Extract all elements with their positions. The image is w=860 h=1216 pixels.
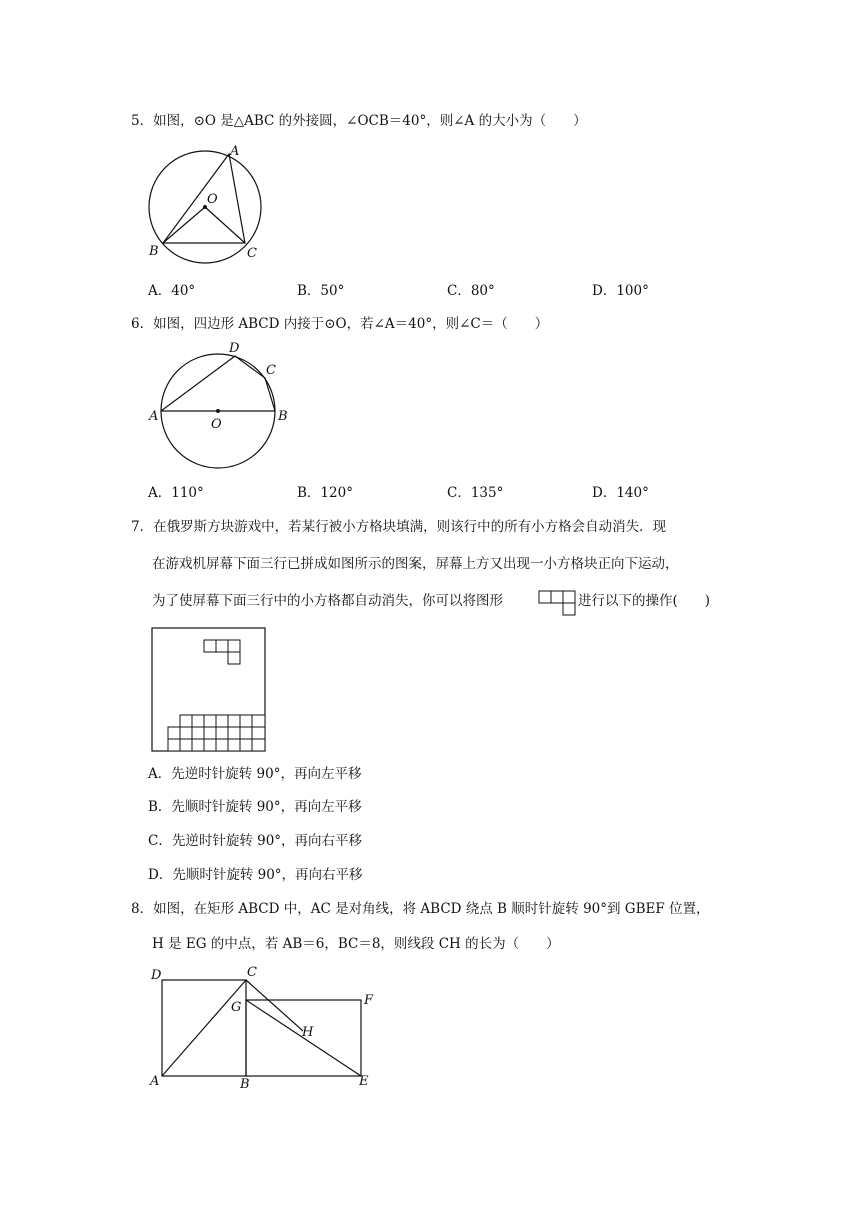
q8-stem-line2: H 是 EG 的中点，若 AB＝6，BC＝8，则线段 CH 的长为（ ） xyxy=(152,936,560,952)
q5-stem: 5．如图，⊙O 是△ABC 的外接圆，∠OCB＝40°，则∠A 的大小为（ ） xyxy=(131,113,587,129)
q8-label-f: F xyxy=(364,993,374,1008)
q6-label-c: C xyxy=(266,363,276,378)
q7-stem-line1: 7．在俄罗斯方块游戏中，若某行被小方格块填满，则该行中的所有小方格会自动消失．现 xyxy=(131,519,667,535)
q6-label-o: O xyxy=(211,417,222,432)
q7-option-a: A．先逆时针旋转 90°，再向左平移 xyxy=(148,766,362,782)
q5-option-c: C．80° xyxy=(447,283,495,299)
q7-inline-shape xyxy=(538,590,578,616)
q6-label-d: D xyxy=(229,341,240,356)
q7-stem-line3b: 进行以下的操作( ) xyxy=(578,593,711,609)
q8-label-h: H xyxy=(302,1025,314,1040)
q5-figure xyxy=(145,145,275,265)
q7-option-b: B．先顺时针旋转 90°，再向左平移 xyxy=(148,799,362,815)
q5-option-b: B．50° xyxy=(297,283,345,299)
q8-label-d: D xyxy=(151,968,162,983)
q8-label-g: G xyxy=(231,1000,242,1015)
q6-option-a: A．110° xyxy=(148,485,204,501)
q8-figure xyxy=(145,960,385,1090)
q7-option-d: D．先顺时针旋转 90°，再向右平移 xyxy=(148,867,363,883)
q6-stem: 6．如图，四边形 ABCD 内接于⊙O，若∠A＝40°，则∠C＝（ ） xyxy=(131,316,549,332)
q6-option-c: C．135° xyxy=(447,485,504,501)
q6-figure xyxy=(148,340,293,470)
q5-label-a: A xyxy=(230,144,240,159)
q7-stem-line3a: 为了使屏幕下面三行中的小方格都自动消失，你可以将图形 xyxy=(152,593,503,609)
q8-label-c: C xyxy=(247,965,257,980)
q6-label-a: A xyxy=(149,409,159,424)
q6-option-d: D．140° xyxy=(592,485,649,501)
q8-stem-line1: 8．如图，在矩形 ABCD 中，AC 是对角线，将 ABCD 绕点 B 顺时针旋转 90°到 GBEF 位置， xyxy=(131,901,710,917)
q7-stem-line2: 在游戏机屏幕下面三行已拼成如图所示的图案，屏幕上方又出现一小方格块正向下运动， xyxy=(152,556,679,572)
q7-option-c: C．先逆时针旋转 90°，再向右平移 xyxy=(148,833,363,849)
q5-label-c: C xyxy=(247,246,257,261)
q8-label-b: B xyxy=(240,1077,250,1092)
q5-option-d: D．100° xyxy=(592,283,649,299)
q5-label-b: B xyxy=(149,244,159,259)
q5-label-o: O xyxy=(207,192,218,207)
q6-label-b: B xyxy=(278,409,288,424)
q5-option-a: A．40° xyxy=(148,283,196,299)
q6-option-b: B．120° xyxy=(297,485,353,501)
q7-figure xyxy=(151,627,267,753)
q8-label-e: E xyxy=(359,1074,369,1089)
q8-label-a: A xyxy=(150,1074,160,1089)
